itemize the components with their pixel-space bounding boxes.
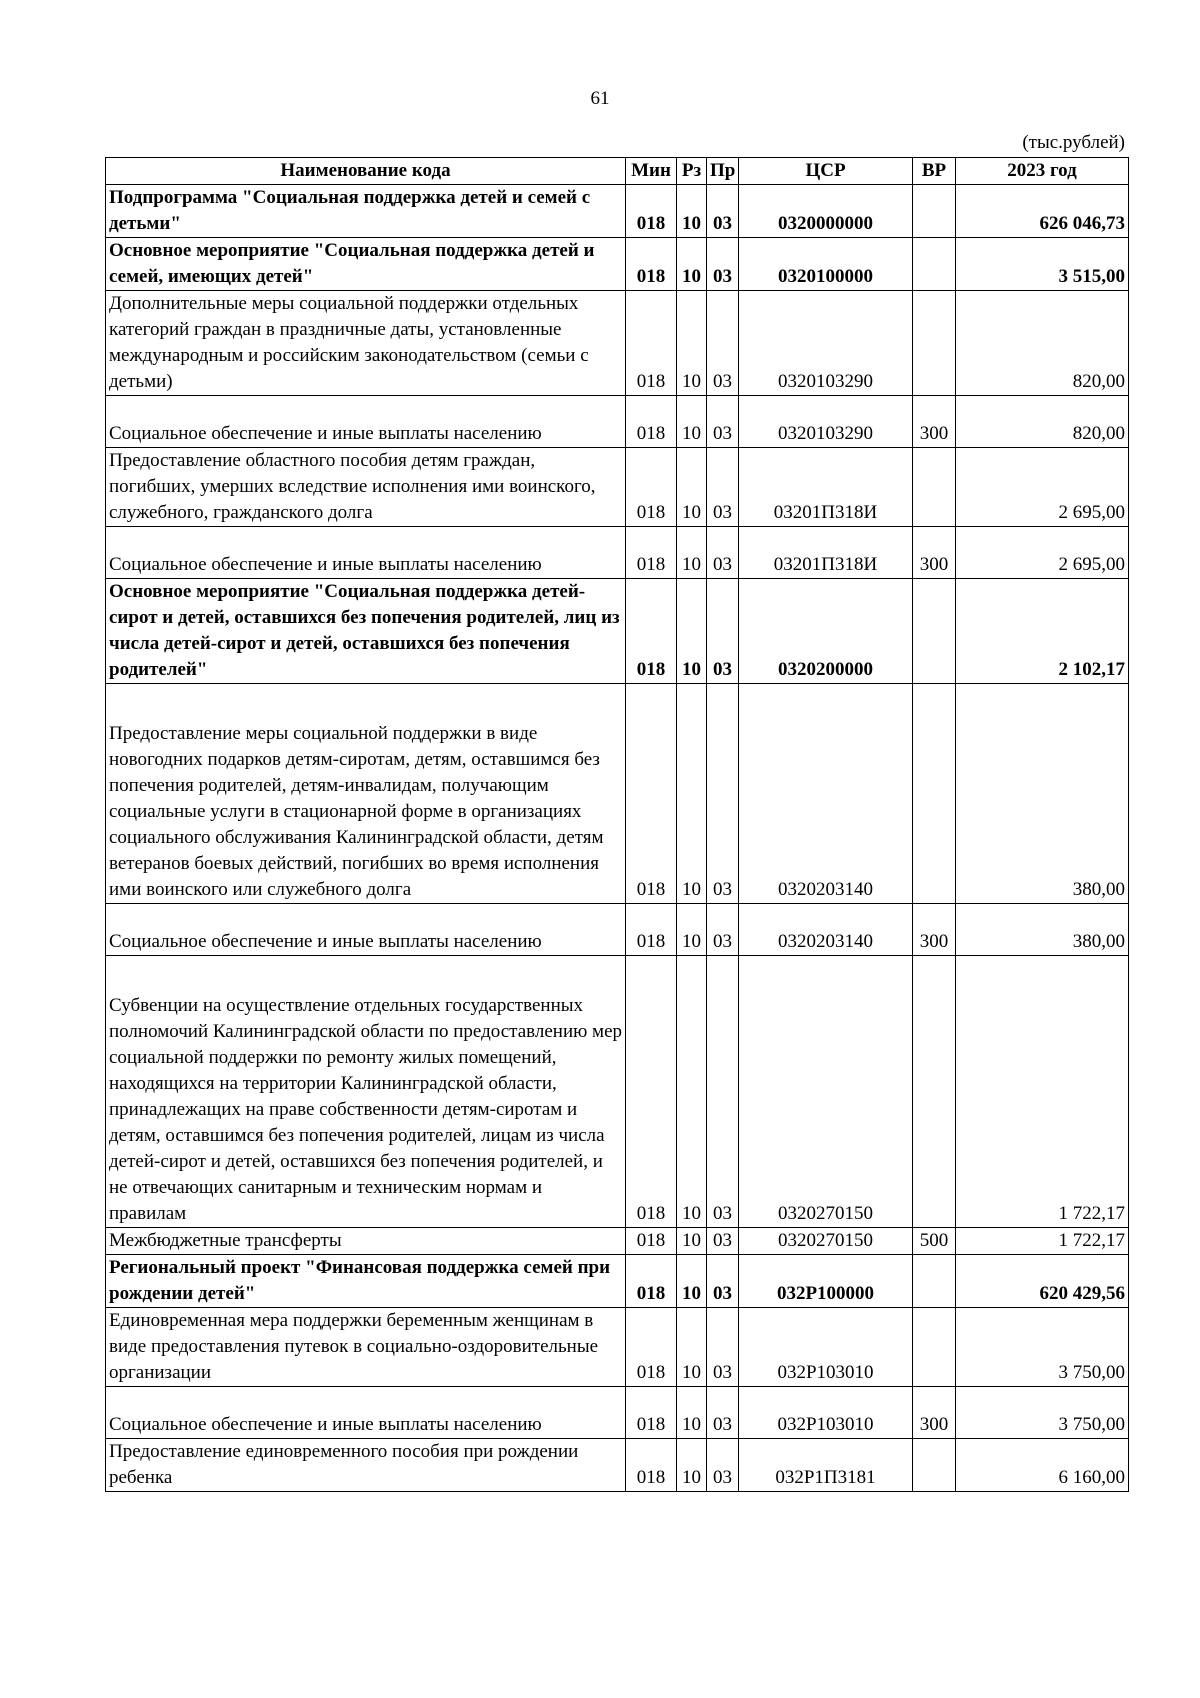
row-vr: 300 — [913, 1387, 956, 1439]
row-name: Социальное обеспечение и иные выплаты населению — [106, 527, 626, 579]
table-row — [106, 1255, 1129, 1308]
table-row — [106, 1308, 1129, 1387]
row-csr: 0320203140 — [739, 684, 913, 904]
row-pr: 03 — [707, 527, 739, 579]
row-pr: 03 — [707, 291, 739, 396]
row-name: Межбюджетные трансферты — [106, 1228, 626, 1255]
row-csr: 0320270150 — [739, 1228, 913, 1255]
row-pr: 03 — [707, 1439, 739, 1492]
row-vr — [913, 1255, 956, 1308]
row-rz: 10 — [677, 579, 707, 684]
row-name: Подпрограмма "Социальная поддержка детей и семей с детьми" — [106, 185, 626, 238]
row-pr: 03 — [707, 1255, 739, 1308]
row-name: Основное мероприятие "Социальная поддержка детей и семей, имеющих детей" — [106, 238, 626, 291]
row-csr: 0320203140 — [739, 904, 913, 956]
row-name: Дополнительные меры социальной поддержки отдельных категорий граждан в праздничные даты, установленные международным и российским законодательством (семьи с детьми) — [106, 291, 626, 396]
header-sum: 2023 год — [956, 158, 1129, 185]
row-vr — [913, 291, 956, 396]
row-sum: 3 750,00 — [956, 1308, 1129, 1387]
row-csr: 03201П318И — [739, 527, 913, 579]
table-row — [106, 291, 1129, 396]
row-min: 018 — [626, 579, 677, 684]
row-pr: 03 — [707, 904, 739, 956]
row-name: Предоставление меры социальной поддержки в виде новогодних подарков детям-сиротам, детям, оставшимся без попечения родителей, детям-инвалидам, получающим социальные услуги в стационарной форме в организациях социального обслуживания Калининградской области, детям ветеранов боевых действий, погибших во время исполнения ими воинского или служебного долга — [106, 684, 626, 904]
row-min: 018 — [626, 1255, 677, 1308]
row-csr: 0320200000 — [739, 579, 913, 684]
row-rz: 10 — [677, 185, 707, 238]
row-min: 018 — [626, 396, 677, 448]
row-name: Субвенции на осуществление отдельных государственных полномочий Калининградской области по предоставлению мер социальной поддержки по ремонту жилых помещений, находящихся на территории Калининградской области, принадлежащих на праве собственности детям-сиротам и детям, оставшимся без попечения родителей, лицам из числа детей-сирот и детей, оставшихся без попечения родителей, и не отвечающих санитарным и техническим нормам и правилам — [106, 956, 626, 1228]
row-pr: 03 — [707, 684, 739, 904]
row-min: 018 — [626, 1439, 677, 1492]
row-min: 018 — [626, 527, 677, 579]
row-name: Предоставление единовременного пособия при рождении ребенка — [106, 1439, 626, 1492]
row-csr: 032P103010 — [739, 1308, 913, 1387]
row-name: Региональный проект "Финансовая поддержка семей при рождении детей" — [106, 1255, 626, 1308]
row-pr: 03 — [707, 579, 739, 684]
row-csr: 032P1П3181 — [739, 1439, 913, 1492]
row-sum: 380,00 — [956, 904, 1129, 956]
row-pr: 03 — [707, 1387, 739, 1439]
row-vr — [913, 1308, 956, 1387]
row-pr: 03 — [707, 1308, 739, 1387]
row-csr: 0320100000 — [739, 238, 913, 291]
header-name: Наименование кода — [106, 158, 626, 185]
row-sum: 1 722,17 — [956, 1228, 1129, 1255]
row-csr: 0320103290 — [739, 396, 913, 448]
row-min: 018 — [626, 1387, 677, 1439]
row-vr — [913, 185, 956, 238]
row-sum: 626 046,73 — [956, 185, 1129, 238]
row-name: Социальное обеспечение и иные выплаты населению — [106, 904, 626, 956]
row-pr: 03 — [707, 238, 739, 291]
table-row — [106, 185, 1129, 238]
table-header-row — [106, 158, 1129, 185]
row-pr: 03 — [707, 956, 739, 1228]
row-rz: 10 — [677, 448, 707, 527]
row-sum: 380,00 — [956, 684, 1129, 904]
row-vr — [913, 238, 956, 291]
row-pr: 03 — [707, 1228, 739, 1255]
row-pr: 03 — [707, 448, 739, 527]
row-csr: 0320103290 — [739, 291, 913, 396]
row-name: Предоставление областного пособия детям граждан, погибших, умерших вследствие исполнения ими воинского, служебного, гражданского долга — [106, 448, 626, 527]
header-csr: ЦСР — [739, 158, 913, 185]
row-rz: 10 — [677, 684, 707, 904]
row-min: 018 — [626, 291, 677, 396]
table-row — [106, 904, 1129, 956]
row-rz: 10 — [677, 1255, 707, 1308]
table-row — [106, 579, 1129, 684]
row-sum: 820,00 — [956, 396, 1129, 448]
header-vr: ВР — [913, 158, 956, 185]
row-vr — [913, 448, 956, 527]
row-csr: 03201П318И — [739, 448, 913, 527]
page-number: 61 — [590, 88, 610, 109]
row-name: Социальное обеспечение и иные выплаты населению — [106, 396, 626, 448]
row-csr: 0320000000 — [739, 185, 913, 238]
row-rz: 10 — [677, 1439, 707, 1492]
row-name: Социальное обеспечение и иные выплаты населению — [106, 1387, 626, 1439]
row-rz: 10 — [677, 527, 707, 579]
row-sum: 2 695,00 — [956, 448, 1129, 527]
row-csr: 032P103010 — [739, 1387, 913, 1439]
table-row — [106, 684, 1129, 904]
table-row — [106, 527, 1129, 579]
row-vr: 500 — [913, 1228, 956, 1255]
row-vr: 300 — [913, 904, 956, 956]
row-name: Основное мероприятие "Социальная поддержка детей-сирот и детей, оставшихся без попечения родителей, лиц из числа детей-сирот и детей, оставшихся без попечения родителей" — [106, 579, 626, 684]
row-rz: 10 — [677, 396, 707, 448]
row-min: 018 — [626, 904, 677, 956]
table-row — [106, 956, 1129, 1228]
table-row — [106, 1439, 1129, 1492]
table-row — [106, 1387, 1129, 1439]
row-rz: 10 — [677, 956, 707, 1228]
row-vr — [913, 956, 956, 1228]
row-sum: 820,00 — [956, 291, 1129, 396]
row-sum: 620 429,56 — [956, 1255, 1129, 1308]
row-min: 018 — [626, 238, 677, 291]
table-row — [106, 396, 1129, 448]
row-sum: 3 750,00 — [956, 1387, 1129, 1439]
header-pr: Пр — [707, 158, 739, 185]
row-name: Единовременная мера поддержки беременным женщинам в виде предоставления путевок в социально-оздоровительные организации — [106, 1308, 626, 1387]
row-min: 018 — [626, 185, 677, 238]
row-vr: 300 — [913, 396, 956, 448]
row-rz: 10 — [677, 291, 707, 396]
row-min: 018 — [626, 1228, 677, 1255]
row-rz: 10 — [677, 1308, 707, 1387]
row-csr: 0320270150 — [739, 956, 913, 1228]
row-min: 018 — [626, 1308, 677, 1387]
budget-table — [105, 157, 1129, 1492]
row-sum: 2 695,00 — [956, 527, 1129, 579]
row-csr: 032P100000 — [739, 1255, 913, 1308]
row-rz: 10 — [677, 238, 707, 291]
row-rz: 10 — [677, 1228, 707, 1255]
row-pr: 03 — [707, 185, 739, 238]
row-vr — [913, 684, 956, 904]
row-vr — [913, 1439, 956, 1492]
row-min: 018 — [626, 956, 677, 1228]
row-rz: 10 — [677, 904, 707, 956]
table-row — [106, 448, 1129, 527]
header-min: Мин — [626, 158, 677, 185]
header-rz: Рз — [677, 158, 707, 185]
row-min: 018 — [626, 684, 677, 904]
units-label: (тыс.рублей) — [1022, 132, 1125, 153]
row-sum: 1 722,17 — [956, 956, 1129, 1228]
row-rz: 10 — [677, 1387, 707, 1439]
table-row — [106, 238, 1129, 291]
row-sum: 3 515,00 — [956, 238, 1129, 291]
row-sum: 6 160,00 — [956, 1439, 1129, 1492]
row-vr — [913, 579, 956, 684]
row-pr: 03 — [707, 396, 739, 448]
row-sum: 2 102,17 — [956, 579, 1129, 684]
row-vr: 300 — [913, 527, 956, 579]
row-min: 018 — [626, 448, 677, 527]
table-row — [106, 1228, 1129, 1255]
